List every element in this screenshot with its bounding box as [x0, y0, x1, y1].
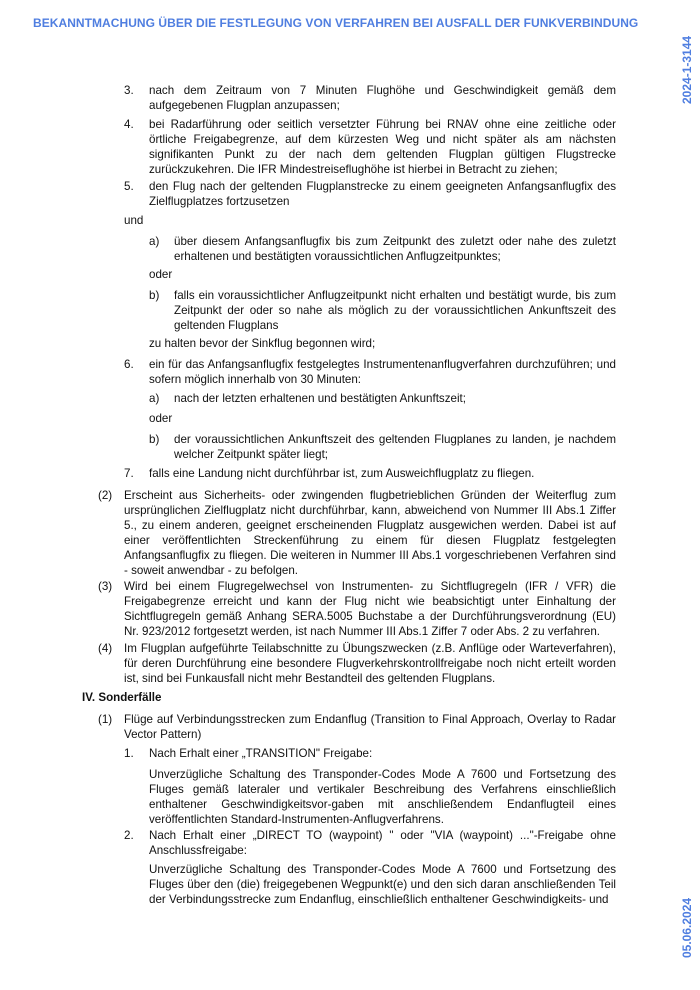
item-number: 2.	[124, 829, 134, 842]
paragraph-2	[98, 488, 616, 578]
list-item-5	[124, 179, 616, 209]
item-text: falls eine Landung nicht durchführbar ist, zum Ausweichflugplatz zu fliegen.	[149, 467, 535, 480]
list-item-3	[124, 83, 616, 113]
document-header-title: BEKANNTMACHUNG ÜBER DIE FESTLEGUNG VON VERFAHREN BEI AUSFALL DER FUNKVERBINDUNG	[33, 16, 639, 30]
list-item-5a	[149, 234, 616, 264]
item-number: a)	[149, 392, 160, 405]
item-number: b)	[149, 289, 160, 302]
paragraph-number: (3)	[98, 580, 113, 593]
item-number: 6.	[124, 358, 134, 371]
item-text: bei Radarführung oder seitlich versetzter Führung bei RNAV ohne eine zeitliche oder örtliche Freigabegrenze, auf dem kürzesten Weg und nicht später als am nächsten signifikanten Punkt zu der nach dem geltenden Flugplan gültigen Flugstrecke zurückzukehren. Die IFR Mindestreiseflughöhe ist hierbei in Betracht zu ziehen;	[149, 118, 616, 176]
paragraph-text: Im Flugplan aufgeführte Teilabschnitte zu Übungszwecken (z.B. Anflüge oder Warteverfahren), für deren Durchführung eine besondere Flugverkehrskontrollfreigabe noch nicht erteilt worden ist, sind bei Funkausfall nicht mehr Bestandteil des geltenden Flugplans.	[124, 642, 616, 685]
list-item-7	[124, 466, 616, 481]
section-heading-iv: IV. Sonderfälle	[82, 691, 162, 704]
item-text: über diesem Anfangsanflugfix bis zum Zeitpunkt des zuletzt oder nahe des zuletzt erhaltenen und bestätigten voraussichtlichen Anflugzeitpunktes;	[174, 235, 616, 263]
item-text: nach dem Zeitraum von 7 Minuten Flughöhe und Geschwindigkeit gemäß dem aufgegebenen Flugplan anzupassen;	[149, 84, 616, 112]
item-text: Nach Erhalt einer „DIRECT TO (waypoint) " oder "VIA (waypoint) ..."-Freigabe ohne Anschlussfreigabe:	[149, 829, 616, 857]
document-id-margin: 2024-1-3144	[680, 35, 694, 105]
list-item-6a	[149, 391, 616, 406]
list-item-5b	[149, 288, 616, 333]
hold-clause: zu halten bevor der Sinkflug begonnen wird;	[149, 337, 376, 350]
special-case-1-item-1	[124, 746, 616, 761]
list-item-6	[124, 357, 616, 387]
publication-date-margin: 05.06.2024	[680, 897, 694, 959]
item-number: b)	[149, 433, 160, 446]
item-text: falls ein voraussichtlicher Anflugzeitpunkt nicht erhalten und bestätigt wurde, bis zum Zeitpunkt der oder so nahe als möglich zu der voraussichtlichen Ankunftszeit des geltenden Flugplans	[174, 289, 616, 332]
connector-oder: oder	[149, 268, 173, 281]
list-item-4	[124, 117, 616, 177]
paragraph-text: Erscheint aus Sicherheits- oder zwingenden flugbetrieblichen Gründen der Weiterflug zum ursprünglichen Zielflugplatz nicht durchführbar, kann, abweichend von Nummer III Abs.1 Ziffer 5., zu einem anderen, geeignet erscheinenden Flugplatz ausgewichen werden. Dabei ist auf einer veröffentlichten Streckenführung zu einem für diesen Flugplatz festgelegten Anfangsanflugfix zu fliegen. Die weiteren in Nummer III Abs.1 vorgeschriebenen Verfahren sind - soweit anwendbar - zu befolgen.	[124, 489, 616, 577]
connector-und: und	[124, 214, 144, 227]
item-number: 4.	[124, 118, 134, 131]
paragraph-text: Wird bei einem Flugregelwechsel von Instrumenten- zu Sichtflugregeln (IFR / VFR) die Freigabegrenze erreicht und kann der Flug nicht wie beabsichtigt unter Einhaltung der Sichtflugregeln gemäß Anhang SERA.5005 Buchstabe a der Durchführungsverordnung (EU) Nr. 923/2012 fortgesetzt werden, ist nach Nummer III Abs.1 Ziffer 7 oder Abs. 2 zu verfahren.	[124, 580, 616, 638]
item-number: 7.	[124, 467, 134, 480]
item-number: 1.	[124, 747, 134, 760]
item-text: nach der letzten erhaltenen und bestätigten Ankunftszeit;	[174, 392, 466, 405]
paragraph-number: (2)	[98, 489, 113, 502]
item-number: 3.	[124, 84, 134, 97]
list-item-6b	[149, 432, 616, 462]
special-case-1	[98, 712, 616, 742]
item-number: a)	[149, 235, 160, 248]
item-text: der voraussichtlichen Ankunftszeit des geltenden Flugplanes zu landen, je nachdem welcher Zeitpunkt später liegt;	[174, 433, 616, 461]
paragraph-number: (1)	[98, 713, 113, 726]
item-text: den Flug nach der geltenden Flugplanstrecke zu einem geeigneten Anfangsanflugfix des Zielflugplatzes fortzusetzen	[149, 180, 616, 208]
special-case-1-item-2-body: Unverzügliche Schaltung des Transponder-Codes Mode A 7600 und Fortsetzung des Fluges über den (die) freigegebenen Wegpunkt(e) und den sich daran anschließenden Teil der Verbindungsstrecke zum Endanflug, einschließlich enthaltener Geschwindigkeits- und	[149, 863, 616, 906]
connector-oder: oder	[149, 412, 173, 425]
item-number: 5.	[124, 180, 134, 193]
special-case-1-item-1-body: Unverzügliche Schaltung des Transponder-Codes Mode A 7600 und Fortsetzung des Fluges gemäß lateraler und vertikaler Beschreibung des Verfahrens einschließlich enthaltener Geschwindigkeitsvor-gaben mit anschließendem Endanflugteil eines veröffentlichten Standard-Instrumenten-Anflugverfahrens.	[149, 768, 616, 826]
paragraph-3	[98, 579, 616, 639]
item-text: Nach Erhalt einer „TRANSITION" Freigabe:	[149, 747, 373, 760]
paragraph-number: (4)	[98, 642, 113, 655]
paragraph-4	[98, 641, 616, 686]
paragraph-text: Flüge auf Verbindungsstrecken zum Endanflug (Transition to Final Approach, Overlay to Radar Vector Pattern)	[124, 713, 616, 741]
special-case-1-item-2	[124, 828, 616, 858]
item-text: ein für das Anfangsanflugfix festgelegtes Instrumentenanflugverfahren durchzuführen; und sofern möglich innerhalb von 30 Minuten:	[149, 358, 616, 386]
